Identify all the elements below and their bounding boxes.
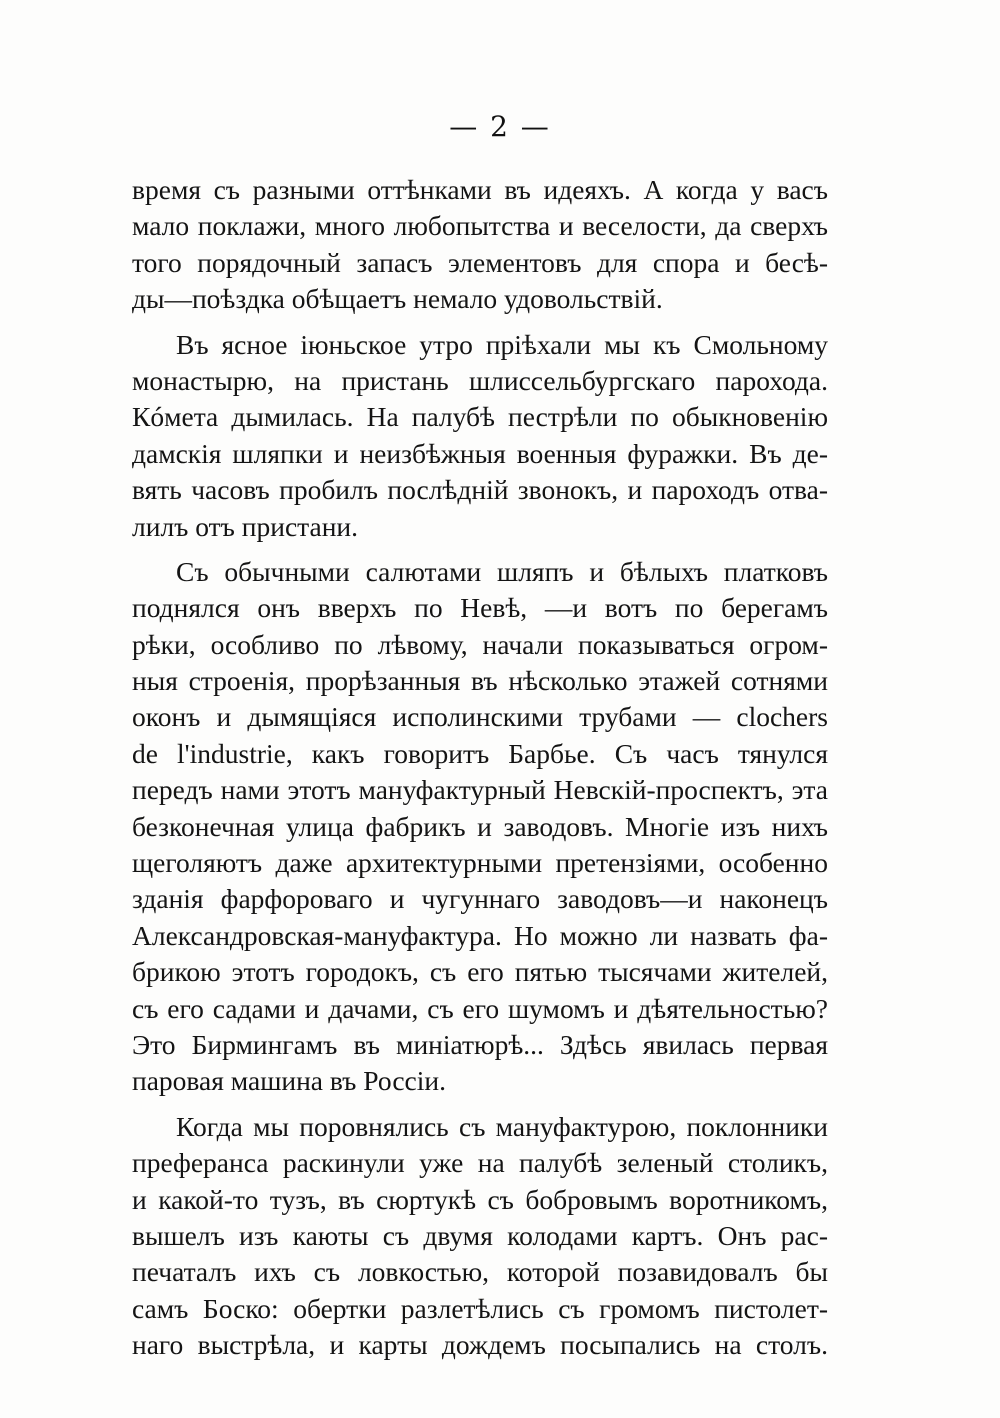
paragraph (132, 554, 828, 1100)
paragraph (132, 1109, 828, 1364)
text-line: наго выстрѣла, и карты дождемъ посыпались на столъ. (132, 1329, 828, 1361)
text-line: ныя строенія, прорѣзанныя въ нѣсколько этажей сотнями (132, 665, 828, 697)
text-line: и какой-то тузъ, въ сюртукѣ съ бобровымъ воротникомъ, (132, 1183, 828, 1215)
text-line: дамскія шляпки и неизбѣжныя военныя фуражки. Въ де- (132, 437, 828, 469)
text-line: Александровская-мануфактура. Но можно ли назвать фа- (132, 919, 828, 951)
text-line: время съ разными оттѣнками въ идеяхъ. А когда у васъ (132, 174, 828, 205)
text-line: вять часовъ пробилъ послѣдній звонокъ, и пароходъ отва- (132, 474, 828, 506)
text-line: Это Бирмингамъ въ миніатюрѣ... Здѣсь явилась первая (132, 1028, 828, 1060)
text-line: зданія фарфороваго и чугуннаго заводовъ—и наконецъ (132, 883, 828, 915)
paragraph (132, 327, 828, 545)
text-line: оконъ и дымящіяся исполинскими трубами — clochers (132, 701, 828, 733)
text-line: передъ нами этотъ мануфактурный Невскій-проспектъ, эта (132, 774, 828, 806)
text-line: Въ ясное іюньское утро пріѣхали мы къ Смольному (176, 328, 828, 360)
paragraph (132, 172, 828, 318)
text-line: вышелъ изъ каюты съ двумя колодами картъ. Онъ рас- (132, 1219, 828, 1251)
text-line: поднялся онъ вверхъ по Невѣ, —и вотъ по берегамъ (132, 592, 828, 624)
text-line: того порядочный запасъ элементовъ для спора и бесѣ- (132, 246, 828, 278)
text-line: брикою этотъ городокъ, съ его пятью тысячами жителей, (132, 956, 828, 988)
text-line: Съ обычными салютами шляпъ и бѣлыхъ платковъ (176, 555, 828, 587)
text-line: рѣки, особливо по лѣвому, начали показываться огром- (132, 628, 828, 660)
text-line: преферанса раскинули уже на палубѣ зеленый столикъ, (132, 1147, 828, 1179)
text-line: щеголяютъ даже архитектурными претензіями, особенно (132, 847, 828, 879)
text-line: самъ Боско: обертки разлетѣлись съ громомъ пистолет- (132, 1292, 828, 1324)
text-line: паровая машина въ Россіи. (132, 1065, 446, 1097)
body-text (132, 172, 828, 1373)
text-line: de l'industrie, какъ говоритъ Барбье. Съ часъ тянулся (132, 737, 828, 769)
text-line: Кóмета дымилась. На палубѣ пестрѣли по обыкновенію (132, 401, 828, 433)
text-line: ды—поѣздка обѣщаетъ немало удовольствій. (132, 283, 663, 315)
text-line: мало поклажи, много любопытства и веселости, да сверхъ (132, 210, 828, 242)
text-line: Когда мы поровнялись съ мануфактурою, поклонники (176, 1110, 828, 1142)
text-line: монастырю, на пристань шлиссельбургскаго парохода. (132, 364, 828, 396)
page-number: — 2 — (449, 110, 551, 143)
text-line: съ его садами и дачами, съ его шумомъ и дѣятельностью? (132, 992, 828, 1024)
text-line: лилъ отъ пристани. (132, 510, 359, 542)
text-line: безконечная улица фабрикъ и заводовъ. Многіе изъ нихъ (132, 810, 828, 842)
text-line: печаталъ ихъ съ ловкостью, которой позавидовалъ бы (132, 1256, 828, 1288)
